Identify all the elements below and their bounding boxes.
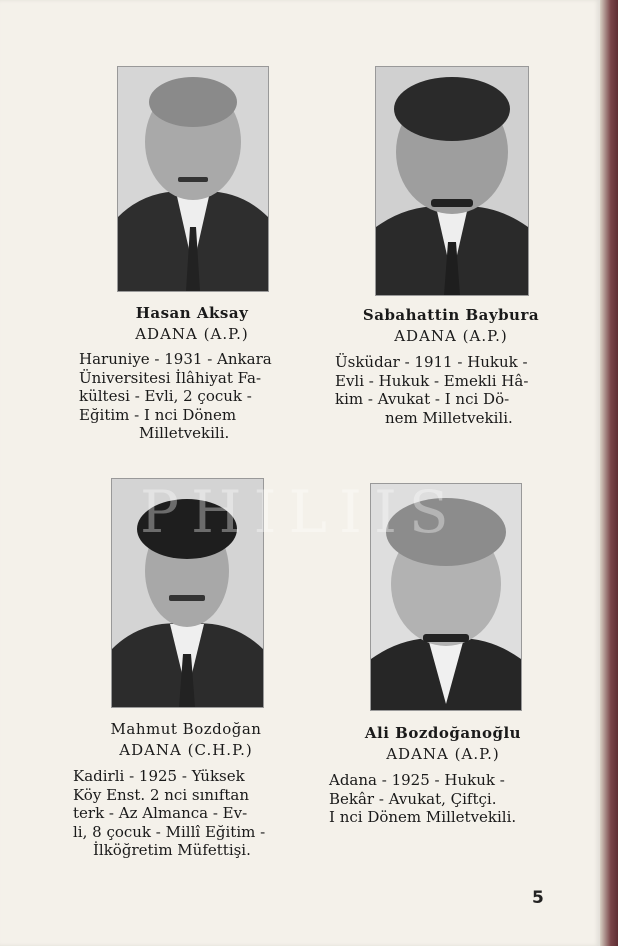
entry-party: ADANA (A.P.) [394, 327, 508, 345]
portrait-illustration [371, 484, 521, 710]
bio-line: Üsküdar - 1911 - Hukuk - [335, 353, 528, 371]
bio-line: kim - Avukat - I nci Dö- [335, 390, 510, 408]
portrait-photo-4 [370, 483, 522, 711]
portrait-illustration [118, 67, 268, 291]
bio-line: Eğitim - I nci Dönem [79, 405, 237, 424]
entry-party: ADANA (C.H.P.) [119, 741, 253, 759]
bio-line: Evli - Hukuk - Emekli Hâ- [335, 371, 529, 390]
bio-line: Kadirli - 1925 - Yüksek [73, 767, 245, 785]
entry-name: Ali Bozdoğanoğlu [364, 724, 522, 742]
bio-line: Üniversitesi İlâhiyat Fa- [79, 368, 262, 387]
bio-line: nem Milletvekili. [385, 408, 513, 427]
watermark: PHILIIS [140, 478, 461, 546]
entry-name: Mahmut Bozdoğan [110, 720, 262, 738]
bio-line: li, 8 çocuk - Millî Eğitim - [73, 822, 266, 841]
portrait-photo-3 [111, 478, 264, 708]
portrait-photo-2 [375, 66, 529, 296]
entry-name: Hasan Aksay [135, 304, 249, 322]
entry-party: ADANA (A.P.) [135, 325, 249, 343]
portrait-photo-1 [117, 66, 269, 292]
bio-line: Adana - 1925 - Hukuk - [329, 771, 505, 789]
entry-bio [79, 350, 299, 443]
portrait-illustration [376, 67, 528, 295]
bio-line: Bekâr - Avukat, Çiftçi. [329, 789, 497, 808]
entry-bio [329, 771, 551, 827]
entry-party: ADANA (A.P.) [386, 745, 500, 763]
entry-bio [335, 353, 555, 427]
bio-line: Milletvekili. [139, 424, 230, 442]
book-edge [600, 0, 618, 946]
portrait-illustration [112, 479, 263, 707]
entry-name: Sabahattin Bayburа [362, 306, 540, 324]
bio-line: terk - Az Almanca - Ev- [73, 804, 248, 822]
bio-line: Köy Enst. 2 nci sınıftan [73, 785, 250, 804]
bio-line: Haruniye - 1931 - Ankara [79, 350, 272, 368]
bio-line: İlköğretim Müfettişi. [93, 841, 251, 859]
bio-line: I nci Dönem Milletvekili. [329, 808, 517, 826]
page-number: 5 [532, 888, 544, 908]
bio-line: kültesi - Evli, 2 çocuk - [79, 387, 252, 405]
entry-bio [73, 767, 295, 860]
